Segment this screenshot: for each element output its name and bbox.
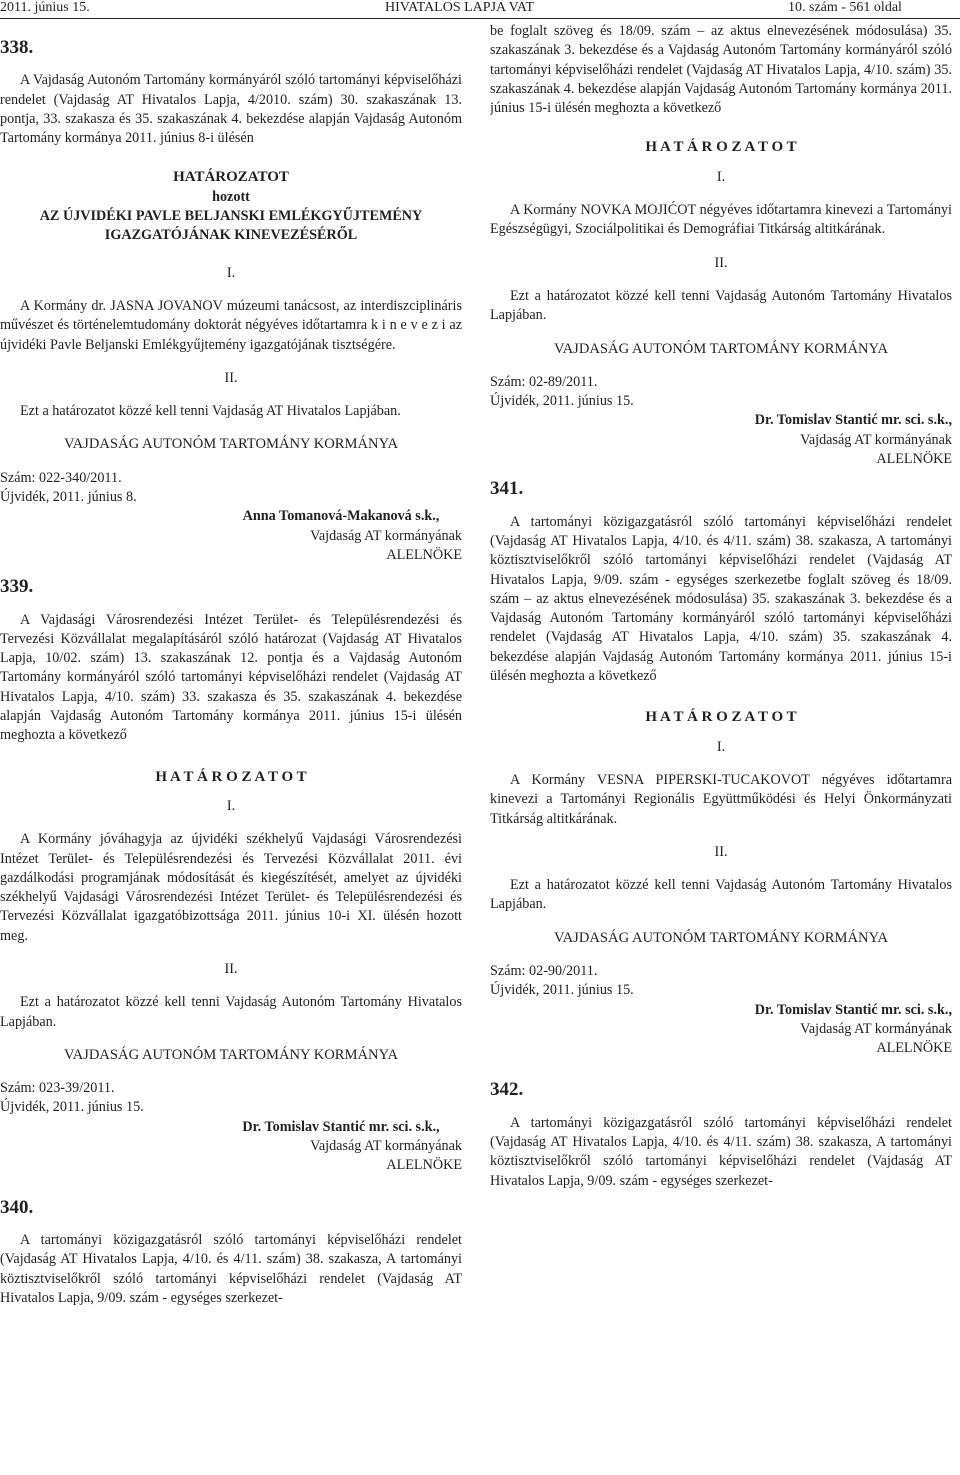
place-date: Újvidék, 2011. június 8. [0, 489, 137, 506]
reference-number: Szám: 02-90/2011. [490, 962, 598, 979]
section-text: Ezt a határozatot közzé kell tenni Vajdaság Autonóm Tartomány Hivatalos Lapjában. [0, 994, 462, 1030]
section-heading: I. [226, 264, 236, 281]
decree-subject-line-1: AZ ÚJVIDÉKI PAVLE BELJANSKI EMLÉKGYŰJTEMÉNY [39, 208, 423, 225]
signer-title: ALELNÖKE [386, 1157, 462, 1174]
left-column [0, 22, 462, 1475]
decree-342 [490, 1080, 952, 1190]
section-text: A Kormány NOVKA MOJIĆOT négyéves időtartamra kinevezi a Tartományi Egészségügyi, Szociálpolitikai és Demográfiai Titkárság altitkárának. [490, 202, 952, 238]
signer-role: Vajdaság AT kormányának [800, 1020, 952, 1037]
signer-name: Anna Tomanová-Makanová s.k., [242, 508, 440, 525]
section-heading: II. [714, 254, 728, 271]
header-date: 2011. június 15. [0, 0, 90, 15]
decree-number: 342. [490, 1079, 524, 1101]
decree-number: 339. [0, 576, 34, 598]
signer-title: ALELNÖKE [386, 546, 462, 563]
decree-preamble: A Vajdaság Autonóm Tartomány kormányáról szóló tartományi képviselőházi rendelet (Vajdaság AT Hivatalos Lapja, 4/2010. szám) 30. szakaszának 13. pontja, 33. szakasza és 35. szakaszának 4. bekezdése alapján Vajdaság Autonóm Tartomány kormánya 2011. június 8-i ülésén [0, 72, 462, 147]
signer-name: Dr. Tomislav Stantić mr. sci. s.k., [754, 412, 952, 429]
decree-preamble: A Vajdasági Városrendezési Intézet Terület- és Településrendezési és Tervezési Közvállalat megalapításáról szóló határozat (Vajdaság AT Hivatalos Lapja, 10/02. szám) 13. szakaszának 12. pontja és a Vajdaság Autonóm Tartomány kormányáról szóló tartományi képviselőházi rendelet (Vajdaság AT Hivatalos Lapja, 4/10. szám) 33. szakasza és 35. szakaszának 4. bekezdése alapján Vajdaság Autonóm Tartomány kormánya 2011. június 15-i ülésén meghozta a következő [0, 611, 462, 744]
section-text: A Kormány VESNA PIPERSKI-TUCAKOVOT négyéves időtartamra kinevezi a Tartományi Regionális Együttműködési és Helyi Önkormányzati Titkárság altitkárának. [490, 771, 952, 827]
government-name: VAJDASÁG AUTONÓM TARTOMÁNY KORMÁNYA [63, 1046, 399, 1063]
section-text: Ezt a határozatot közzé kell tenni Vajdaság Autonóm Tartomány Hivatalos Lapjában. [490, 287, 952, 324]
section-text: A Kormány jóváhagyja az újvidéki székhelyű Vajdasági Városrendezési Intézet Terület- és Településrendezési és Tervezési Közvállalat 2011. évi gazdálkodási programjának módosítását és kiegészítését, amelyet az újvidéki székhelyű Vajdasági Városrendezési Intézet Terület- és Településrendezési és Tervezési Közvállalat igazgatóbizottsága 2011. június 10-i XI. ülésén hozott meg. [0, 831, 462, 944]
section-heading: I. [716, 738, 726, 755]
header-rule [0, 18, 960, 19]
signer-name: Dr. Tomislav Stantić mr. sci. s.k., [242, 1118, 440, 1135]
page-header [0, 0, 960, 20]
section-text: Ezt a határozatot közzé kell tenni Vajdaság Autonóm Tartomány Hivatalos Lapjában. [490, 877, 952, 913]
decree-341 [490, 479, 952, 1058]
government-name: VAJDASÁG AUTONÓM TARTOMÁNY KORMÁNYA [63, 436, 399, 453]
decree-number: 338. [0, 37, 34, 58]
decree-number: 341. [490, 478, 524, 500]
header-journal: HIVATALOS LAPJA VAT [385, 0, 535, 15]
decree-number: 340. [0, 1196, 34, 1218]
section-text: Ezt a határozatot közzé kell tenni Vajdaság AT Hivatalos Lapjában. [20, 403, 401, 420]
section-text: A Kormány dr. JASNA JOVANOV múzeumi tanácsost, az interdiszciplináris művészet és történelemtudomány doktorát négyéves időtartamra k i n e v e z i az újvidéki Pavle Beljanski Emlékgyűjtemény igazgatójának tisztségére. [0, 297, 462, 353]
section-heading: I. [226, 797, 236, 814]
decree-title: H A T Á R O Z A T O T [645, 709, 797, 726]
signer-role: Vajdaság AT kormányának [310, 1138, 462, 1155]
signer-role: Vajdaság AT kormányának [800, 431, 952, 448]
section-heading: II. [714, 843, 728, 860]
decree-title: HATÁROZATOT [173, 169, 289, 186]
decree-340 [0, 1198, 462, 1308]
reference-number: Szám: 022-340/2011. [0, 469, 122, 486]
reference-number: Szám: 02-89/2011. [490, 373, 598, 390]
decree-preamble-continued: be foglalt szöveg és 18/09. szám – az aktus elnevezésének módosulása) 35. szakaszának 3. bekezdése és a Vajdaság Autonóm Tartomány kormányáról szóló tartományi képviselőházi rendelet (Vajdaság AT Hivatalos Lapja, 4/10. szám) 35. szakaszának 4. bekezdése alapján Vajdaság Autonóm Tartomány kormánya 2011. június 15-i ülésén meghozta a következő [490, 23, 952, 117]
decree-preamble: A tartományi közigazgatásról szóló tartományi képviselőházi rendelet (Vajdaság AT Hivatalos Lapja, 4/10. és 4/11. szám) 38. szakasza, A tartományi köztisztviselőkről szóló tartományi képviselőházi rendelet (Vajdaság AT Hivatalos Lapja, 9/09. szám - egységes szerkezet- [0, 1231, 462, 1306]
signer-title: ALELNÖKE [876, 1040, 952, 1057]
decree-hozott: hozott [212, 188, 250, 205]
decree-title: H A T Á R O Z A T O T [155, 768, 307, 785]
reference-number: Szám: 023-39/2011. [0, 1080, 115, 1097]
place-date: Újvidék, 2011. június 15. [490, 393, 634, 410]
signer-title: ALELNÖKE [876, 451, 952, 468]
decree-preamble: A tartományi közigazgatásról szóló tartományi képviselőházi rendelet (Vajdaság AT Hivatalos Lapja, 4/10. és 4/11. szám) 38. szakasza, A tartományi köztisztviselőkről szóló tartományi képviselőházi rendelet (Vajdaság AT Hivatalos Lapja, 9/09. szám - egységes szerkezet- [490, 1114, 952, 1189]
decree-340-continued [490, 22, 952, 469]
section-heading: II. [224, 960, 238, 977]
decree-338 [0, 38, 462, 565]
header-issue: 10. szám - 561 oldal [788, 0, 902, 15]
decree-subject-line-2: IGAZGATÓJÁNAK KINEVEZÉSÉRŐL [104, 227, 358, 244]
section-heading: I. [716, 168, 726, 185]
right-column [490, 22, 952, 1475]
decree-preamble: A tartományi közigazgatásról szóló tartományi képviselőházi rendelet (Vajdaság AT Hivatalos Lapja, 4/10. és 4/11. szám) 38. szakasza, A tartományi köztisztviselőkről szóló tartományi képviselőházi rendelet (Vajdaság AT Hivatalos Lapja, 9/09. szám - egységes szerkezetbe foglalt szöveg és 18/09. szám – az aktus elnevezésének módosulása) 35. szakaszának 3. bekezdése és a Vajdaság Autonóm Tartomány kormányáról szóló tartományi képviselőházi rendelet (Vajdaság AT Hivatalos Lapja, 4/10. szám) 35. szakaszának 4. bekezdése alapján Vajdaság Autonóm Tartomány kormánya 2011. június 15-i ülésén meghozta a következő [490, 513, 952, 685]
place-date: Újvidék, 2011. június 15. [490, 982, 634, 999]
place-date: Újvidék, 2011. június 15. [0, 1099, 144, 1116]
signer-role: Vajdaság AT kormányának [310, 527, 462, 544]
government-name: VAJDASÁG AUTONÓM TARTOMÁNY KORMÁNYA [553, 340, 889, 357]
government-name: VAJDASÁG AUTONÓM TARTOMÁNY KORMÁNYA [553, 929, 889, 946]
signer-name: Dr. Tomislav Stantić mr. sci. s.k., [754, 1001, 952, 1018]
section-heading: II. [224, 369, 238, 386]
decree-title: H A T Á R O Z A T O T [645, 139, 797, 156]
decree-339 [0, 577, 462, 1175]
